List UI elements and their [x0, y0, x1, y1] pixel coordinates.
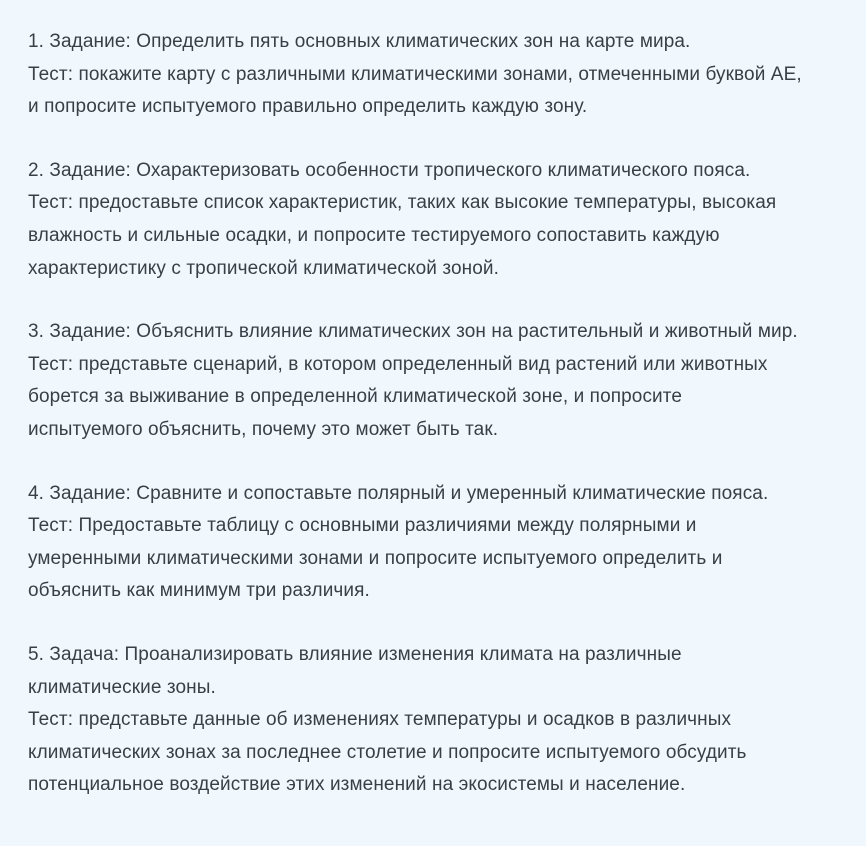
task-5: [28, 639, 866, 802]
task-2-line: характеристику с тропической климатической зоной.: [28, 257, 499, 279]
task-2-line: Тест: предоставьте список характеристик, таких как высокие температуры, высокая: [28, 192, 777, 214]
task-3-line: борется за выживание в определенной климатической зоне, и попросите: [28, 386, 683, 408]
task-5-line: Тест: представьте данные об изменениях температуры и осадков в различных: [28, 709, 732, 731]
task-4: [28, 478, 866, 608]
task-2-line: 2. Задание: Охарактеризовать особенности тропического климатического пояса.: [28, 159, 751, 181]
task-5-line: потенциальное воздействие этих изменений на экосистемы и население.: [28, 774, 686, 796]
task-4-line: объяснить как минимум три различия.: [28, 580, 370, 602]
task-3-line: 3. Задание: Объяснить влияние климатических зон на растительный и животный мир.: [28, 321, 798, 343]
task-1-line: и попросите испытуемого правильно определить каждую зону.: [28, 96, 588, 118]
task-1: [28, 26, 866, 124]
task-1-line: 1. Задание: Определить пять основных климатических зон на карте мира.: [28, 31, 691, 52]
task-2: [28, 155, 866, 285]
task-4-line: 4. Задание: Сравните и сопоставьте полярный и умеренный климатические пояса.: [28, 482, 769, 504]
task-4-line: Тест: Предоставьте таблицу с основными различиями между полярными и: [28, 515, 697, 537]
task-1-line: Тест: покажите карту с различными климатическими зонами, отмеченными буквой AE,: [28, 63, 802, 85]
task-3-line: испытуемого объяснить, почему это может быть так.: [28, 418, 499, 440]
task-4-line: умеренными климатическими зонами и попросите испытуемого определить и: [28, 547, 723, 569]
task-5-line: 5. Задача: Проанализировать влияние изменения климата на различные: [28, 643, 682, 665]
task-5-line: климатические зоны.: [28, 676, 216, 698]
task-2-line: влажность и сильные осадки, и попросите тестируемого сопоставить каждую: [28, 224, 720, 246]
task-3-line: Тест: представьте сценарий, в котором определенный вид растений или животных: [28, 353, 768, 375]
task-5-line: климатических зонах за последнее столетие и попросите испытуемого обсудить: [28, 741, 747, 763]
task-3: [28, 316, 866, 446]
